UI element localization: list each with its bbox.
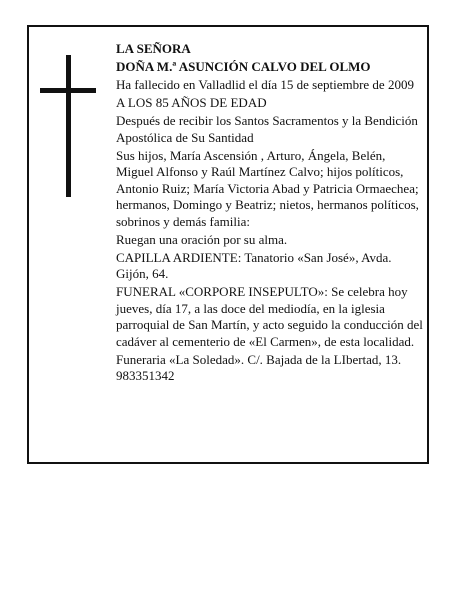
deceased-name: DOÑA M.ª ASUNCIÓN CALVO DEL OLMO — [116, 59, 371, 74]
family-paragraph: Sus hijos, María Ascensión , Arturo, Ángela, Belén, Miguel Alfonso y Raúl Martínez Calvo; hijos políticos, Antonio Ruiz; María Victoria Abad y Patricia Ormaechea; hermanos, Domingo y Beatriz; nietos, hermanos políticos, sobrinos y demás familia: — [116, 147, 419, 229]
funeral-info: FUNERAL «CORPORE INSEPULTO»: Se celebra hoy jueves, día 17, a las doce del mediodía, en la iglesia parroquial de San Martín, y acto seguido la conducción del cadáver al cementerio de «El Carmen», de esta localidad. — [116, 284, 423, 349]
sacraments-line: Después de recibir los Santos Sacramentos y la Bendición Apostólica de Su Santidad — [116, 113, 418, 145]
funeral-home-info: Funeraria «La Soledad». C/. Bajada de la LIbertad, 13. 983351342 — [116, 351, 402, 383]
notice-heading: LA SEÑORA — [116, 41, 191, 56]
chapel-info: CAPILLA ARDIENTE: Tanatorio «San José», Avda. Gijón, 64. — [116, 249, 392, 281]
notice-text — [116, 41, 426, 386]
cross-vertical-bar — [66, 55, 71, 197]
prayer-request: Ruegan una oración por su alma. — [116, 231, 288, 247]
latin-cross-icon — [40, 55, 96, 197]
age-line: A LOS 85 AÑOS DE EDAD — [116, 95, 267, 110]
cross-horizontal-bar — [40, 88, 96, 93]
death-date-line: Ha fallecido en Valladlid el día 15 de septiembre de 2009 — [116, 77, 414, 92]
obituary-notice — [27, 25, 429, 464]
